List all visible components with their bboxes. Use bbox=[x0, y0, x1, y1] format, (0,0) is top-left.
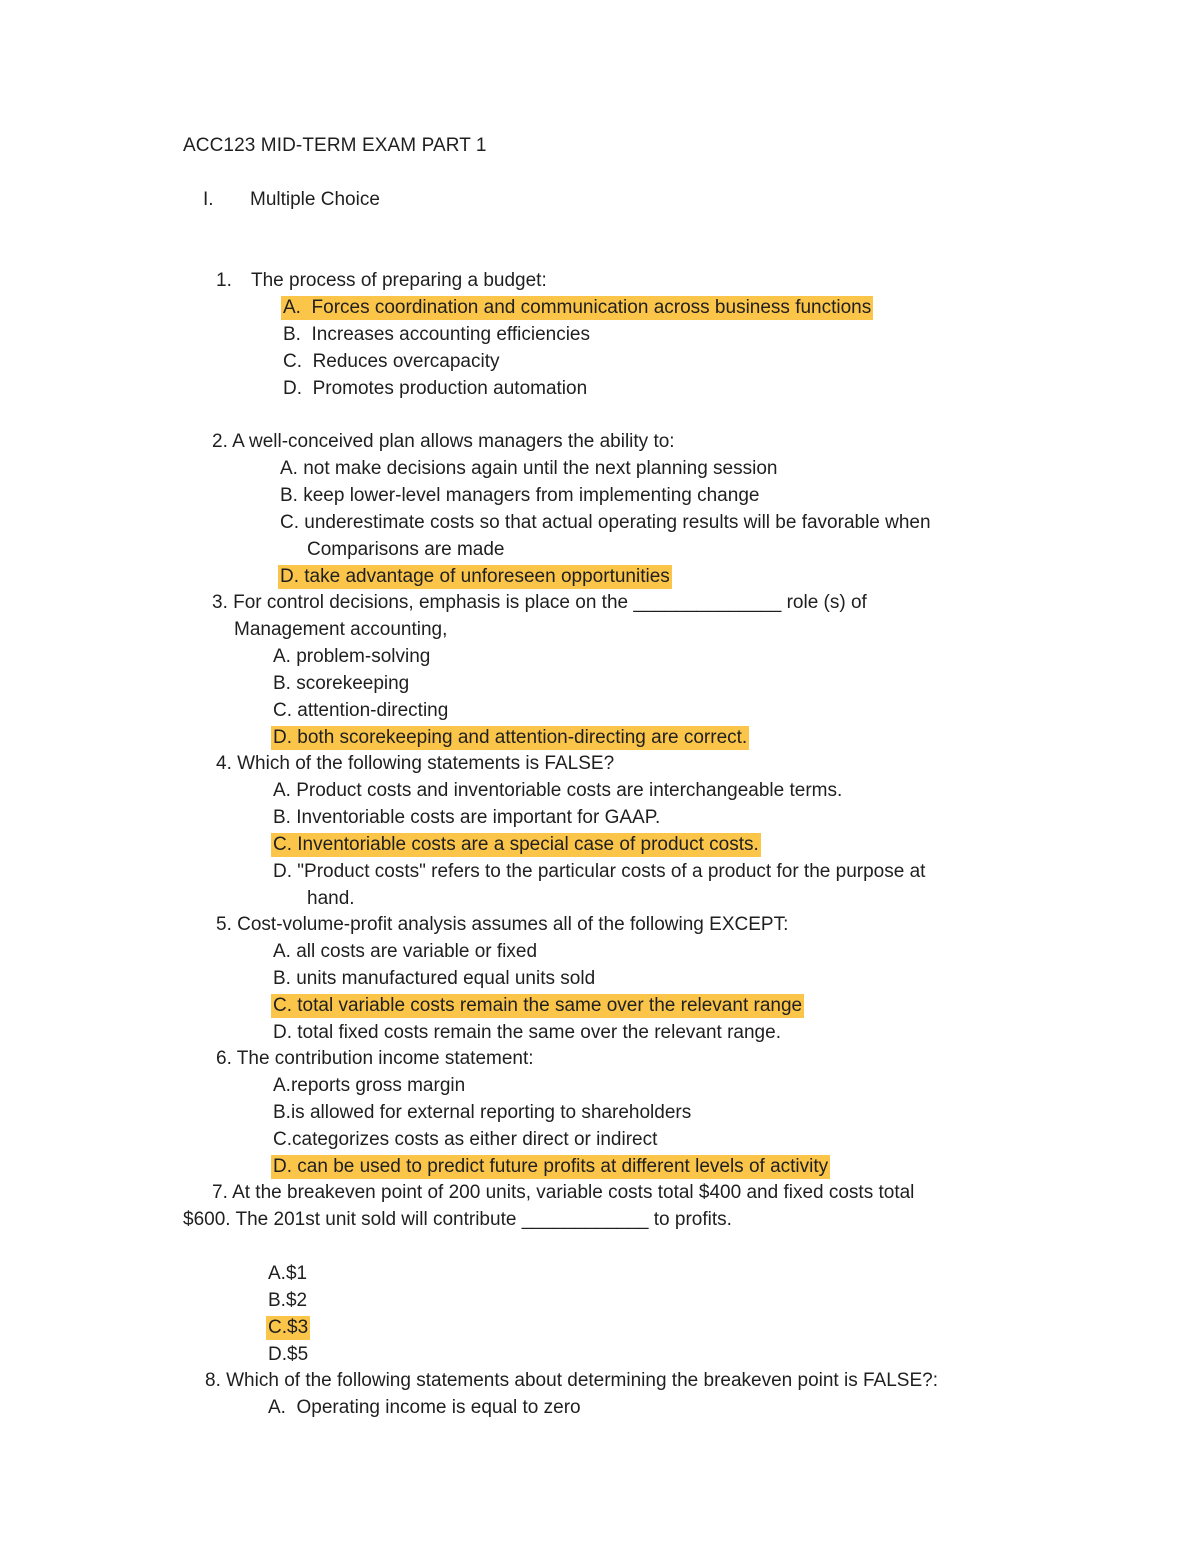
question-4-option-a: A. Product costs and inventoriable costs are interchangeable terms. bbox=[273, 780, 843, 801]
question-3-option-b: B. scorekeeping bbox=[273, 673, 410, 694]
question-6-stem: 6. The contribution income statement: bbox=[216, 1048, 534, 1069]
question-4-stem: 4. Which of the following statements is FALSE? bbox=[216, 753, 615, 774]
question-7-stem-continued: $600. The 201st unit sold will contribute ____________ to profits. bbox=[183, 1209, 732, 1230]
question-2-option-b: B. keep lower-level managers from implementing change bbox=[280, 485, 760, 506]
question-3-stem: 3. For control decisions, emphasis is place on the ______________ role (s) of bbox=[212, 592, 867, 613]
question-1-stem: The process of preparing a budget: bbox=[251, 270, 547, 291]
option-text: Forces coordination and communication across business functions bbox=[311, 297, 872, 318]
question-6-option-c: C.categorizes costs as either direct or indirect bbox=[273, 1129, 658, 1150]
question-5-stem: 5. Cost-volume-profit analysis assumes all of the following EXCEPT: bbox=[216, 914, 789, 935]
question-5-option-b: B. units manufactured equal units sold bbox=[273, 968, 596, 989]
question-1-option-d bbox=[283, 377, 587, 401]
question-7-option-a: A.$1 bbox=[268, 1263, 308, 1284]
question-3-option-c: C. attention-directing bbox=[273, 700, 449, 721]
question-8-option-a bbox=[268, 1396, 581, 1420]
question-1-option-c bbox=[283, 350, 500, 374]
question-8-stem: 8. Which of the following statements about determining the breakeven point is FALSE?: bbox=[205, 1370, 938, 1391]
question-6-option-d: D. can be used to predict future profits at different levels of activity bbox=[273, 1156, 829, 1177]
question-6-option-a: A.reports gross margin bbox=[273, 1075, 466, 1096]
question-2-stem: 2. A well-conceived plan allows managers the ability to: bbox=[212, 431, 675, 452]
question-7-option-d: D.$5 bbox=[268, 1344, 309, 1365]
section-numeral: I. bbox=[203, 189, 214, 210]
question-3-option-d: D. both scorekeeping and attention-directing are correct. bbox=[273, 727, 748, 748]
question-7-option-c: C.$3 bbox=[268, 1317, 309, 1338]
question-3-stem-continued: Management accounting, bbox=[234, 619, 448, 640]
question-4-option-c: C. Inventoriable costs are a special case of product costs. bbox=[273, 834, 759, 855]
question-4-option-b: B. Inventoriable costs are important for GAAP. bbox=[273, 807, 661, 828]
question-1-option-b bbox=[283, 323, 590, 347]
option-letter: D. bbox=[283, 378, 302, 399]
question-1-number: 1. bbox=[216, 270, 232, 291]
question-7-stem: 7. At the breakeven point of 200 units, variable costs total $400 and fixed costs total bbox=[212, 1182, 915, 1203]
question-2-option-c-continued: Comparisons are made bbox=[307, 539, 505, 560]
question-4-option-d: D. "Product costs" refers to the particular costs of a product for the purpose at bbox=[273, 861, 926, 882]
option-text: Reduces overcapacity bbox=[312, 351, 500, 372]
question-3-option-a: A. problem-solving bbox=[273, 646, 431, 667]
question-2-option-d: D. take advantage of unforeseen opportunities bbox=[280, 566, 670, 587]
question-6-option-b: B.is allowed for external reporting to shareholders bbox=[273, 1102, 692, 1123]
exam-title: ACC123 MID-TERM EXAM PART 1 bbox=[183, 135, 487, 156]
question-5-option-c: C. total variable costs remain the same over the relevant range bbox=[273, 995, 803, 1016]
option-text: Promotes production automation bbox=[312, 378, 588, 399]
question-7-option-b: B.$2 bbox=[268, 1290, 308, 1311]
question-4-option-d-continued: hand. bbox=[307, 888, 355, 909]
question-1-option-a bbox=[281, 296, 873, 320]
option-text: Increases accounting efficiencies bbox=[311, 324, 590, 345]
question-2-option-c: C. underestimate costs so that actual operating results will be favorable when bbox=[280, 512, 931, 533]
option-letter: B. bbox=[283, 324, 301, 345]
option-letter: C. bbox=[283, 351, 302, 372]
question-5-option-a: A. all costs are variable or fixed bbox=[273, 941, 538, 962]
section-title: Multiple Choice bbox=[250, 189, 380, 210]
option-text: Operating income is equal to zero bbox=[296, 1397, 581, 1418]
question-5-option-d: D. total fixed costs remain the same over the relevant range. bbox=[273, 1022, 781, 1043]
question-2-option-a: A. not make decisions again until the next planning session bbox=[280, 458, 778, 479]
option-letter: A. bbox=[283, 297, 301, 318]
option-letter: A. bbox=[268, 1397, 286, 1418]
